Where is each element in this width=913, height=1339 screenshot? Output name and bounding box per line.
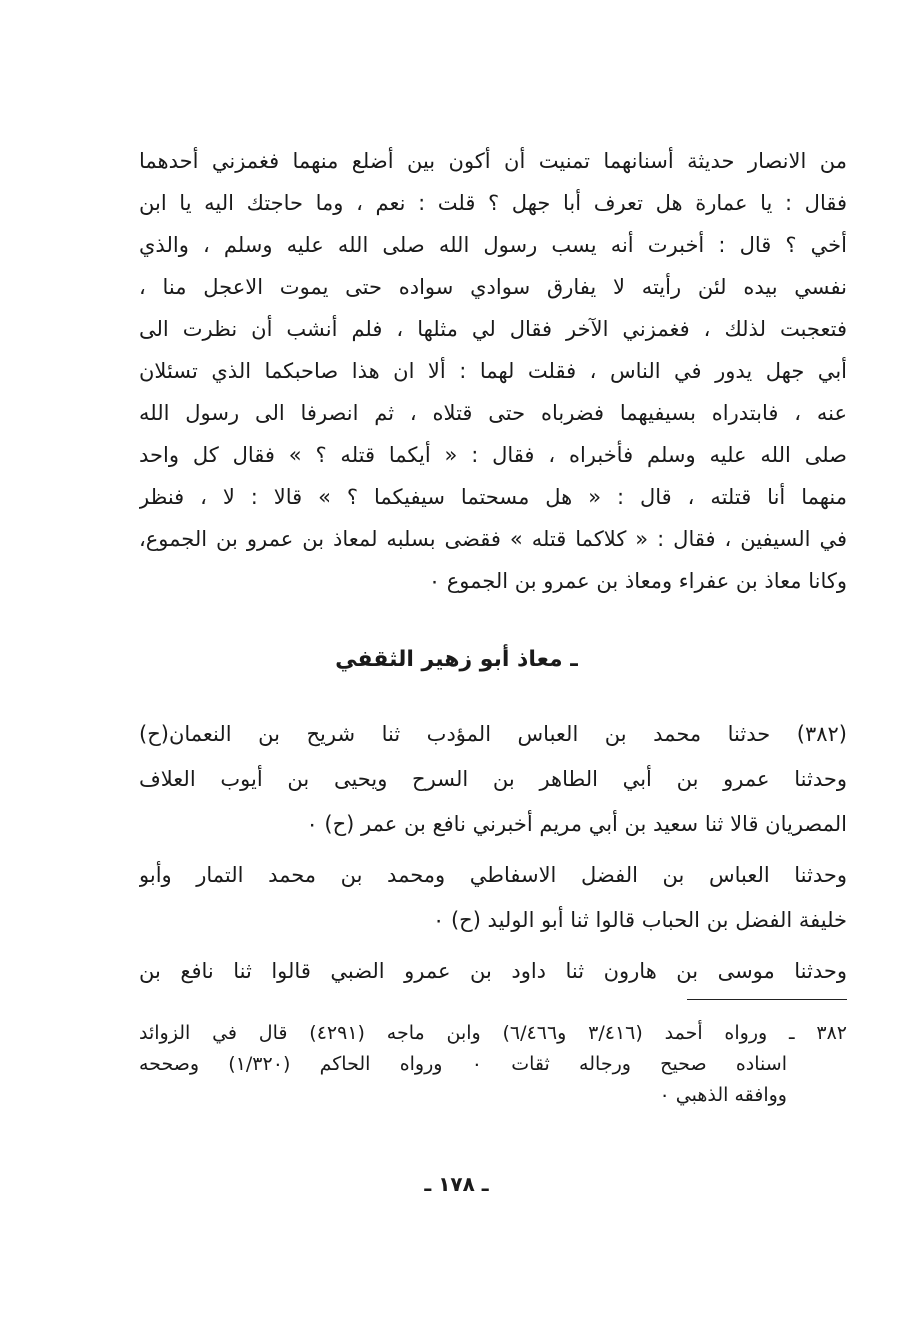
- text-line: أبي جهل يدور في الناس ، فقلت لهما : ألا ان هذا صاحبكما الذي تسئلان: [139, 359, 847, 383]
- text-line: أخي ؟ قال : أخبرت أنه يسب رسول الله صلى الله عليه وسلم ، والذي: [139, 233, 847, 257]
- hadith-chain: [139, 712, 847, 994]
- main-paragraph: [139, 140, 847, 602]
- text-line: وحدثنا عمرو بن أبي الطاهر بن السرح ويحيى بن أيوب العلاف: [139, 767, 847, 791]
- text-line: خليفة الفضل بن الحباب قالوا ثنا أبو الوليد (ح) ٠: [432, 908, 847, 932]
- page-number: ـ ١٧٨ ـ: [424, 1172, 489, 1196]
- footnotes: [139, 1018, 847, 1111]
- text-line: نفسي بيده لئن رأيته لا يفارق سوادي سواده حتى يموت الاعجل منا ،: [139, 275, 847, 299]
- text-line: فقال : يا عمارة هل تعرف أبا جهل ؟ قلت : نعم ، وما حاجتك اليه يا ابن: [139, 191, 847, 215]
- text-line: فتعجبت لذلك ، فغمزني الآخر فقال لي مثلها ، فلم أنشب أن نظرت الى: [139, 317, 847, 341]
- text-line: (٣٨٢) حدثنا محمد بن العباس المؤدب ثنا شريح بن النعمان(ح): [139, 722, 847, 746]
- section-heading: ـ معاذ أبو زهير الثقفي: [335, 647, 578, 672]
- text-line: صلى الله عليه وسلم فأخبراه ، فقال : « أيكما قتله ؟ » فقال كل واحد: [139, 443, 847, 467]
- footnote-line: ووافقه الذهبي ٠: [659, 1084, 787, 1106]
- text-line: وحدثنا العباس بن الفضل الاسفاطي ومحمد بن محمد التمار وأبو: [139, 863, 847, 887]
- footnote-line: ٣٨٢ ـ ورواه أحمد (٣/٤١٦ و٦/٤٦٦) وابن ماجه (٤٢٩١) قال في الزوائد: [139, 1022, 847, 1044]
- text-line: في السيفين ، فقال : « كلاكما قتله » فقضى بسلبه لمعاذ بن عمرو بن الجموع،: [139, 527, 847, 551]
- text-line: منهما أنا قتلته ، قال : « هل مسحتما سيفيكما ؟ » قالا : لا ، فنظر: [139, 485, 847, 509]
- footnote-divider: [687, 999, 847, 1000]
- text-line: وحدثنا موسى بن هارون ثنا داود بن عمرو الضبي قالوا ثنا نافع بن: [139, 959, 847, 983]
- text-line: المصريان قالا ثنا سعيد بن أبي مريم أخبرني نافع بن عمر (ح) ٠: [306, 812, 847, 836]
- text-line: من الانصار حديثة أسنانهما تمنيت أن أكون بين أضلع منهما فغمزني أحدهما: [139, 149, 847, 173]
- text-line: عنه ، فابتدراه بسيفيهما فضرباه حتى قتلاه ، ثم انصرفا الى رسول الله: [139, 401, 847, 425]
- text-line: وكانا معاذ بن عفراء ومعاذ بن عمرو بن الجموع ٠: [428, 569, 847, 593]
- footnote-line: اسناده صحيح ورجاله ثقات ٠ ورواه الحاكم (١/٣٢٠) وصححه: [139, 1053, 787, 1075]
